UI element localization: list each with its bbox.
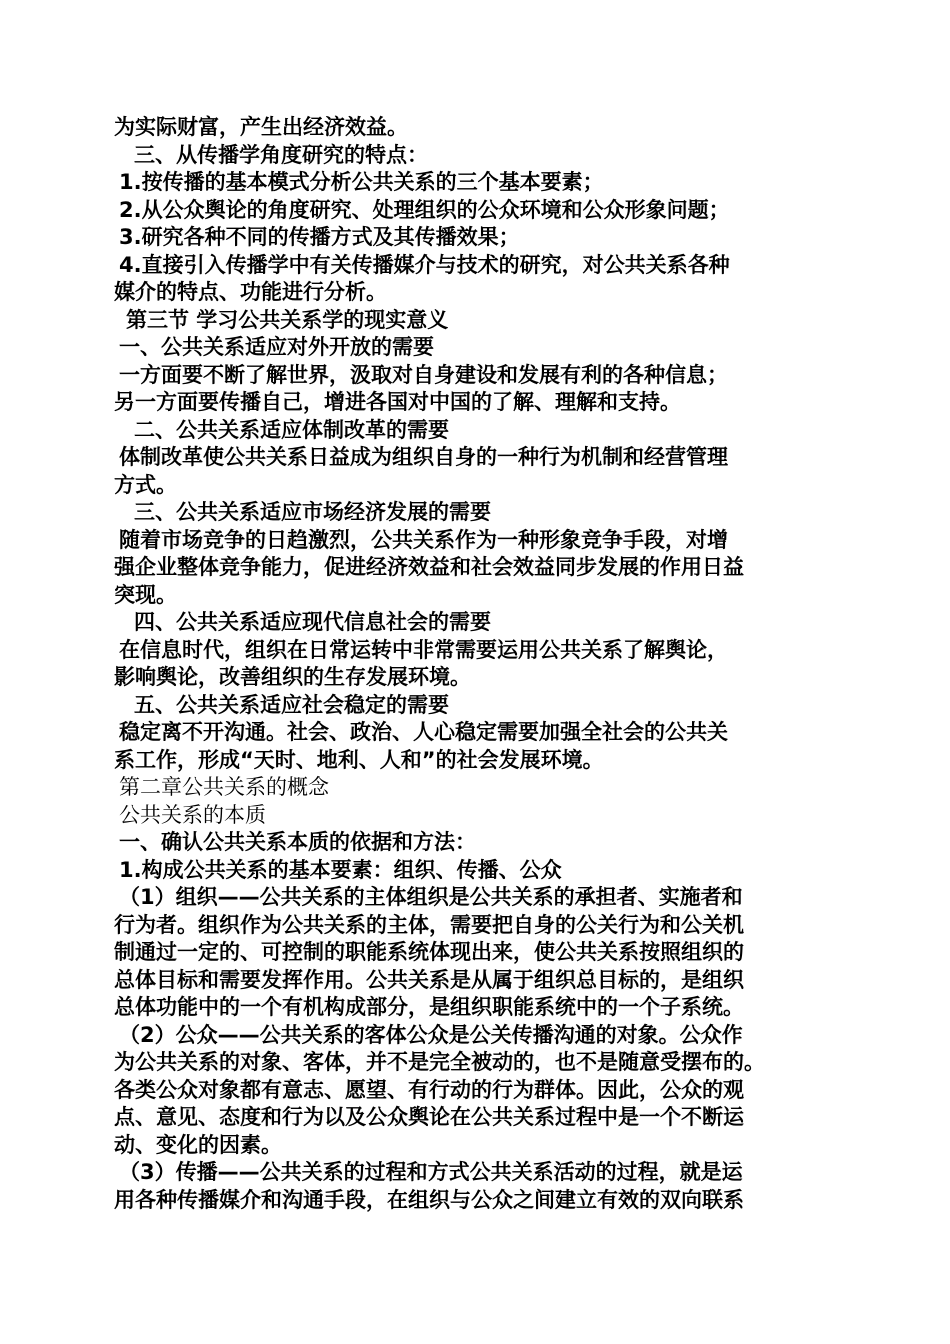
section-heading: 第三节 学习公共关系学的现实意义 bbox=[126, 307, 449, 332]
section-heading: 三、从传播学角度研究的特点： bbox=[134, 142, 428, 167]
text-line: 另一方面要传播自己，增进各国对中国的了解、理解和支持。 bbox=[114, 390, 681, 414]
section-heading: 三、公共关系适应市场经济发展的需要 bbox=[134, 500, 491, 524]
text-line: 为实际财富，产生出经济效益。 bbox=[114, 115, 408, 139]
text-line: （3）传播——公共关系的过程和方式公共关系活动的过程，就是运 bbox=[119, 1160, 743, 1184]
chapter-heading: 第二章公共关系的概念 bbox=[119, 775, 329, 799]
text-line: 系工作，形成“天时、地利、人和”的社会发展环境。 bbox=[114, 747, 604, 772]
text-line: 突现。 bbox=[114, 582, 177, 607]
text-line: 总体功能中的一个有机构成部分，是组织职能系统中的一个子系统。 bbox=[114, 995, 744, 1019]
text-line: 随着市场竞争的日趋激烈，公共关系作为一种形象竞争手段，对增 bbox=[119, 527, 728, 552]
text-line: 制通过一定的、可控制的职能系统体现出来，使公共关系按照组织的 bbox=[114, 940, 744, 964]
list-item: 1.构成公共关系的基本要素：组织、传播、公众 bbox=[119, 857, 562, 882]
text-line: 行为者。组织作为公共关系的主体，需要把自身的公关行为和公关机 bbox=[114, 912, 744, 937]
text-line: 用各种传播媒介和沟通手段，在组织与公众之间建立有效的双向联系 bbox=[114, 1187, 744, 1212]
document-body bbox=[114, 114, 844, 1214]
text-line: 动、变化的因素。 bbox=[114, 1132, 282, 1157]
text-line: 总体目标和需要发挥作用。公共关系是从属于组织总目标的，是组织 bbox=[114, 967, 744, 992]
section-heading: 一、公共关系适应对外开放的需要 bbox=[119, 335, 434, 359]
list-item: 3.研究各种不同的传播方式及其传播效果； bbox=[119, 225, 520, 249]
text-line: 方式。 bbox=[114, 472, 177, 497]
text-line: 点、意见、态度和行为以及公众舆论在公共关系过程中是一个不断运 bbox=[114, 1105, 744, 1129]
list-item: 4.直接引入传播学中有关传播媒介与技术的研究，对公共关系各种 bbox=[119, 252, 730, 277]
text-line: 在信息时代，组织在日常运转中非常需要运用公共关系了解舆论， bbox=[119, 637, 728, 662]
text-line: （2）公众——公共关系的客体公众是公关传播沟通的对象。公众作 bbox=[119, 1022, 743, 1047]
text-line: 影响舆论，改善组织的生存发展环境。 bbox=[114, 665, 471, 689]
text-line: 稳定离不开沟通。社会、政治、人心稳定需要加强全社会的公共关 bbox=[119, 720, 728, 744]
text-line: 各类公众对象都有意志、愿望、有行动的行为群体。因此，公众的观 bbox=[114, 1077, 744, 1102]
section-heading: 四、公共关系适应现代信息社会的需要 bbox=[134, 610, 491, 634]
section-heading: 二、公共关系适应体制改革的需要 bbox=[134, 417, 449, 442]
text-line: （1）组织——公共关系的主体组织是公共关系的承担者、实施者和 bbox=[119, 885, 743, 909]
text-line: 为公共关系的对象、客体，并不是完全被动的，也不是随意受摆布的。 bbox=[114, 1050, 765, 1074]
text-line: 媒介的特点、功能进行分析。 bbox=[114, 280, 387, 304]
section-heading: 一、确认公共关系本质的依据和方法： bbox=[119, 830, 476, 854]
text-line: 体制改革使公共关系日益成为组织自身的一种行为机制和经营管理 bbox=[119, 445, 728, 469]
list-item: 2.从公众舆论的角度研究、处理组织的公众环境和公众形象问题； bbox=[119, 197, 730, 222]
text-line: 强企业整体竞争能力，促进经济效益和社会效益同步发展的作用日益 bbox=[114, 555, 744, 579]
text-line: 一方面要不断了解世界，汲取对自身建设和发展有利的各种信息； bbox=[119, 362, 728, 387]
list-item: 1.按传播的基本模式分析公共关系的三个基本要素； bbox=[119, 170, 604, 194]
section-heading: 五、公共关系适应社会稳定的需要 bbox=[134, 692, 449, 717]
section-heading: 公共关系的本质 bbox=[119, 802, 266, 827]
